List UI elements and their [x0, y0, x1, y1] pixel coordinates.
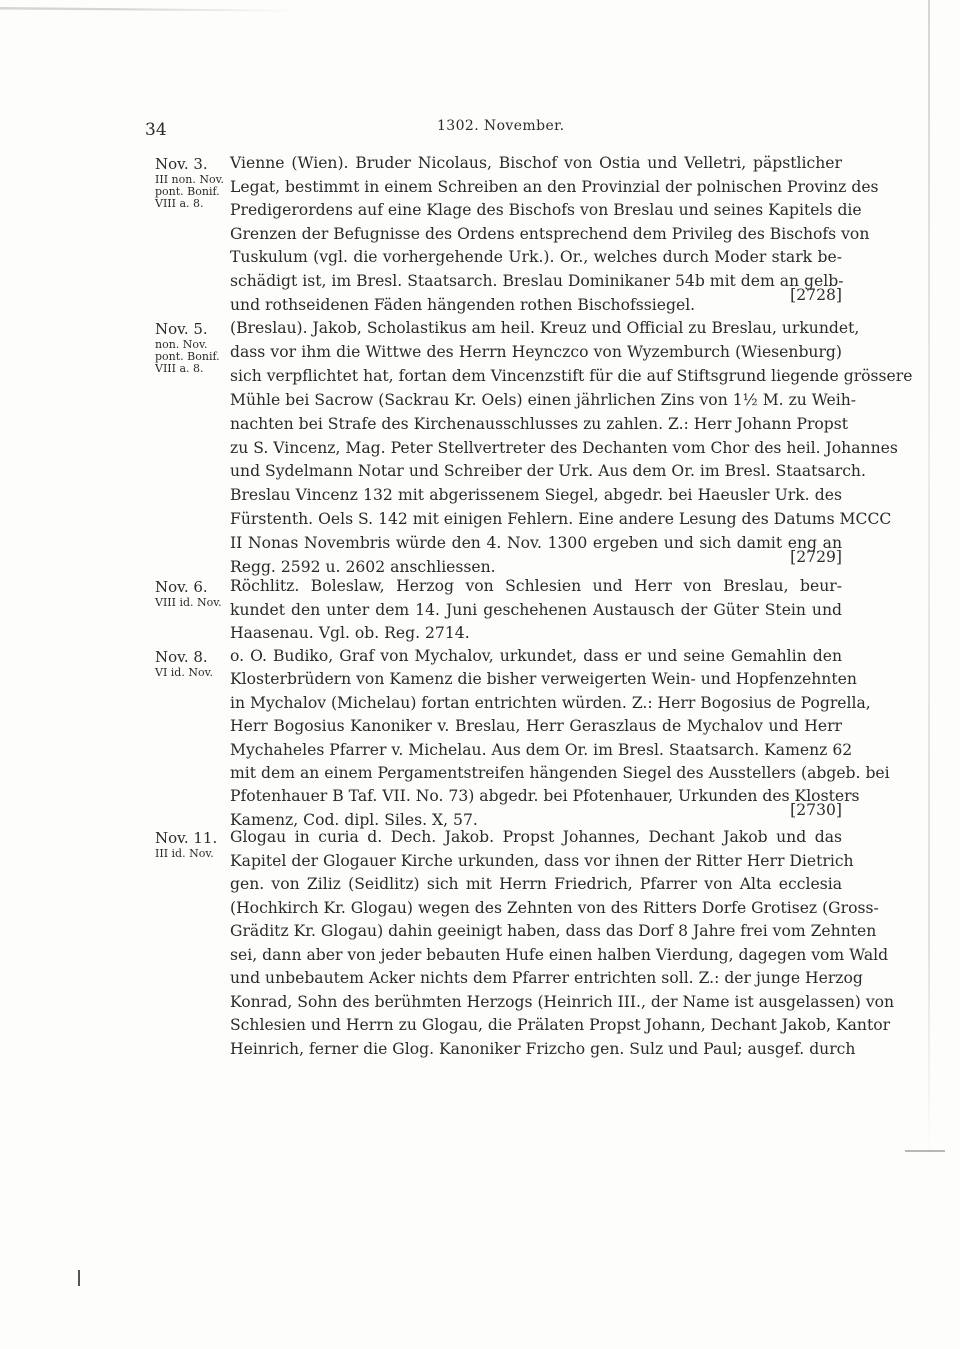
entry-text-line: sei, dann aber von jeder bebauten Hufe einen halben Vierdung, dagegen vom Wald: [230, 945, 889, 964]
entry-date: Nov. 3.: [155, 155, 208, 173]
entry-date-note: non. Nov.: [155, 338, 208, 351]
entry-date-note: VI id. Nov.: [155, 666, 213, 679]
entry-text-line: Haasenau. Vgl. ob. Reg. 2714.: [230, 624, 470, 642]
entry-text-line: Predigerordens auf eine Klage des Bischofs von Breslau und seines Kapitels die: [230, 201, 862, 220]
entry-date-note: pont. Bonif.: [155, 350, 220, 363]
entry-text-line: Klosterbrüdern von Kamenz die bisher verweigerten Wein- und Hopfenzehnten: [230, 670, 857, 689]
entry-text-line: Mühle bei Sacrow (Sackrau Kr. Oels) einen jährlichen Zins von 1½ M. zu Weih-: [230, 390, 857, 409]
entry-text-line: Kamenz, Cod. dipl. Siles. X, 57.: [230, 810, 478, 829]
entry-text-line: gen. von Ziliz (Seidlitz) sich mit Herrn Friedrich, Pfarrer von Alta ecclesia: [230, 875, 842, 893]
entry-date-margin: [155, 152, 224, 210]
entry-text-line: Breslau Vincenz 132 mit abgerissenem Siegel, abgedr. bei Haeusler Urk. des: [230, 486, 842, 505]
register-number: [2729]: [790, 548, 842, 566]
entry-date: Nov. 6.: [155, 578, 208, 596]
entry-text-line: Röchlitz. Boleslaw, Herzog von Schlesien und Herr von Breslau, beur-: [230, 577, 842, 595]
entry-text-line: Herr Bogosius Kanoniker v. Breslau, Herr Geraszlaus de Mychalov und Herr: [230, 717, 842, 736]
entry-date-margin: [155, 645, 213, 679]
entry-date-note: VIII a. 8.: [155, 362, 204, 375]
register-number: [2728]: [790, 285, 842, 304]
entry-text-line: und Sydelmann Notar und Schreiber der Urk. Aus dem Or. im Bresl. Staatsarch.: [230, 462, 866, 481]
entry-date-margin: [155, 826, 217, 860]
entry-date: Nov. 8.: [155, 648, 208, 666]
entry-text-line: II Nonas Novembris würde den 4. Nov. 1300 ergeben und sich damit eng an: [230, 534, 842, 553]
register-number: [2730]: [790, 800, 842, 819]
entry-text-line: in Mychalov (Michelau) fortan entrichten würden. Z.: Herr Bogosius de Pogrella,: [230, 693, 871, 712]
entry-text-line: (Breslau). Jakob, Scholastikus am heil. Kreuz und Official zu Breslau, urkundet,: [230, 319, 860, 337]
entry-text-line: (Hochkirch Kr. Glogau) wegen des Zehnten von des Ritters Dorfe Grotisez (Gross-: [230, 898, 879, 917]
entry-text-line: dass vor ihm die Wittwe des Herrn Heynczco von Wyzemburch (Wiesenburg): [230, 342, 842, 361]
entry-date-note: VIII a. 8.: [155, 197, 204, 210]
entry-date-margin: [155, 575, 222, 609]
entry-text-line: und rothseidenen Fäden hängenden rothen Bischofssiegel.: [230, 295, 696, 314]
entry-text-line: Glogau in curia d. Dech. Jakob. Propst Johannes, Dechant Jakob und das: [230, 828, 842, 846]
entry-text-line: Mychaheles Pfarrer v. Michelau. Aus dem Or. im Bresl. Staatsarch. Kamenz 62: [230, 740, 853, 759]
entry-text-line: kundet den unter dem 14. Juni geschehenen Austausch der Güter Stein und: [230, 600, 842, 619]
entry-text-line: mit dem an einem Pergamentstreifen hängenden Siegel des Ausstellers (abgeb. bei: [230, 764, 890, 782]
page-number: 34: [145, 120, 167, 140]
entry-text-line: schädigt ist, im Bresl. Staatsarch. Breslau Dominikaner 54b mit dem an gelb-: [230, 272, 844, 290]
entry-text-line: zu S. Vincenz, Mag. Peter Stellvertreter des Dechanten vom Chor des heil. Johannes: [230, 438, 898, 457]
entry-text-line: Heinrich, ferner die Glog. Kanoniker Frizcho gen. Sulz und Paul; ausgef. durch: [230, 1039, 856, 1058]
entry-text-line: und unbebautem Acker nichts dem Pfarrer entrichten soll. Z.: der junge Herzog: [230, 969, 863, 987]
entry-text-line: Vienne (Wien). Bruder Nicolaus, Bischof von Ostia und Velletri, päpstlicher: [230, 154, 842, 172]
entry-text-line: Tuskulum (vgl. die vorhergehende Urk.). Or., welches durch Moder stark be-: [230, 248, 842, 267]
entry-text-line: o. O. Budiko, Graf von Mychalov, urkundet, dass er und seine Gemahlin den: [230, 647, 842, 665]
entry-text-line: Kapitel der Glogauer Kirche urkunden, dass vor ihnen der Ritter Herr Dietrich: [230, 851, 854, 870]
entry-text-line: Fürstenth. Oels S. 142 mit einigen Fehlern. Eine andere Lesung des Datums MCCC: [230, 510, 892, 529]
entry-text-line: nachten bei Strafe des Kirchenausschlusses zu zahlen. Z.: Herr Johann Propst: [230, 414, 849, 433]
entry-date-note: pont. Bonif.: [155, 185, 220, 198]
entry-text-line: Pfotenhauer B Taf. VII. No. 73) abgedr. bei Pfotenhauer, Urkunden des Klosters: [230, 787, 860, 806]
entry-date-margin: [155, 317, 220, 375]
entry-text-line: Schlesien und Herrn zu Glogau, die Prälaten Propst Johann, Dechant Jakob, Kantor: [230, 1016, 891, 1034]
entry-date: Nov. 11.: [155, 829, 218, 847]
entry-text-line: Grenzen der Befugnisse des Ordens entsprechend dem Privileg des Bischofs von: [230, 224, 870, 243]
entry-text-line: sich verpflichtet hat, fortan dem Vincenzstift für die auf Stiftsgrund liegende grössere: [230, 366, 913, 385]
entry-date-note: VIII id. Nov.: [155, 596, 222, 609]
entry-date: Nov. 5.: [155, 320, 208, 338]
entry-text-line: Regg. 2592 u. 2602 anschliessen.: [230, 558, 496, 576]
entry-date-note: III id. Nov.: [155, 847, 214, 860]
entry-text-line: Legat, bestimmt in einem Schreiben an den Provinzial der polnischen Provinz des: [230, 177, 879, 196]
entry-date-note: III non. Nov.: [155, 173, 224, 186]
entry-text-line: Konrad, Sohn des berühmten Herzogs (Heinrich III., der Name ist ausgelassen) von: [230, 992, 895, 1011]
entry-text-line: Gräditz Kr. Glogau) dahin geeinigt haben, dass das Dorf 8 Jahre frei vom Zehnten: [230, 922, 877, 940]
running-head: 1302. November.: [437, 118, 565, 134]
